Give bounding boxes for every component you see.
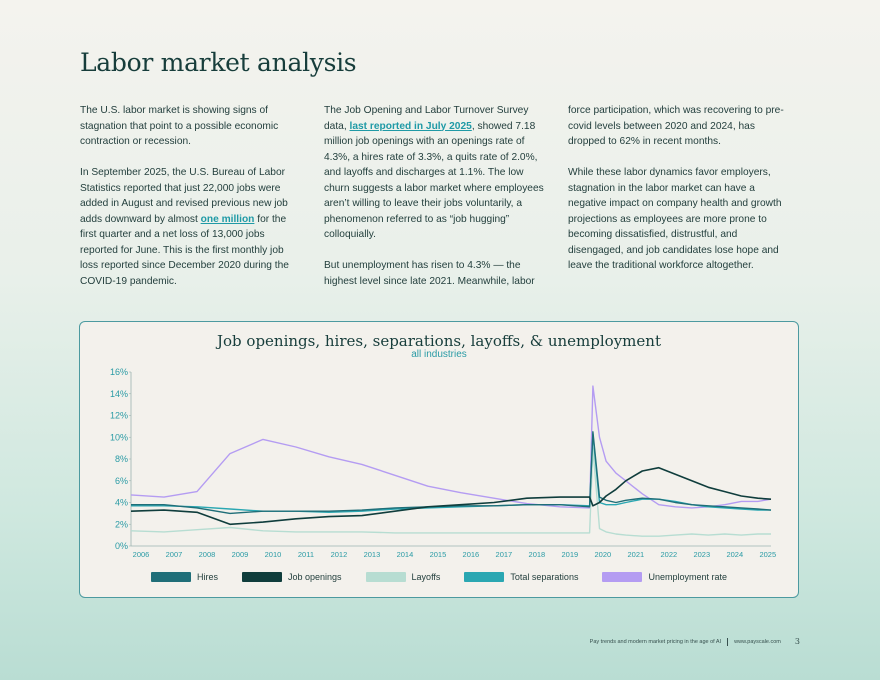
- y-tick-label: 16%: [109, 367, 128, 377]
- text-column-3: [568, 103, 792, 289]
- y-tick-label: 10%: [109, 432, 128, 443]
- x-tick-label: 2012: [330, 550, 348, 559]
- y-tick-label: 0%: [114, 541, 128, 551]
- x-tick-label: 2014: [396, 550, 414, 559]
- y-tick-label: 14%: [109, 388, 128, 399]
- legend-item: [151, 572, 218, 582]
- x-tick-label: 2020: [594, 550, 612, 559]
- legend-swatch: [151, 572, 191, 582]
- legend-item: [602, 572, 727, 582]
- paragraph: In September 2025, the U.S. Bureau of Labor Statistics reported that just 22,000 jobs were added in August and revised previous new job adds downward by almost one million for the first quarter and a net loss of 13,000 jobs reported for June. This is the first monthly job loss reported since December 2020 during the COVID-19 pandemic.: [80, 167, 289, 287]
- series-line-job-openings: [131, 468, 771, 525]
- legend-swatch: [464, 572, 504, 582]
- legend-swatch: [366, 572, 406, 582]
- legend-label: Hires: [196, 572, 218, 582]
- series-line-total-separations: [131, 434, 771, 512]
- y-tick-label: 8%: [114, 454, 128, 464]
- x-tick-label: 2008: [198, 550, 216, 559]
- page-number: 3: [794, 637, 800, 646]
- page-title: Labor market analysis: [80, 48, 357, 77]
- chart-legend: [80, 572, 798, 582]
- y-tick-label: 2%: [114, 519, 128, 530]
- line-chart: [80, 322, 798, 567]
- paragraph: The Job Opening and Labor Turnover Survey data, last reported in July 2025, showed 7.18 million job openings with an openings rate of 4.3%, a hires rate of 3.3%, a quits rate of 2.0%, and layoffs and discharges at 1.1%. The low churn suggests a labor market where employees aren’t willing to leave their jobs voluntarily, a phenomenon referred to as “job hugging” colloquially.: [324, 105, 544, 240]
- x-tick-label: 2016: [462, 550, 480, 559]
- x-tick-label: 2018: [528, 550, 546, 559]
- legend-item: [242, 572, 342, 582]
- y-tick-label: 4%: [114, 497, 128, 508]
- legend-label: Unemployment rate: [648, 572, 727, 582]
- x-tick-label: 2017: [495, 550, 513, 559]
- x-tick-label: 2024: [726, 550, 744, 559]
- one-million-link[interactable]: one million: [200, 213, 255, 225]
- legend-item: [464, 572, 578, 582]
- x-tick-label: 2023: [693, 550, 711, 559]
- x-tick-label: 2011: [297, 550, 315, 559]
- jolts-report-link[interactable]: last reported in July 2025: [349, 120, 472, 132]
- legend-label: Job openings: [288, 572, 342, 582]
- legend-label: Layoffs: [411, 572, 441, 582]
- x-tick-label: 2010: [264, 550, 282, 559]
- chart-title: Job openings, hires, separations, layoffs, & unemployment: [217, 332, 661, 350]
- x-tick-label: 2013: [363, 550, 381, 559]
- footer-text: Pay trends and modern market pricing in the age of AI: [589, 638, 722, 645]
- text-column-2: [324, 103, 548, 305]
- x-tick-label: 2022: [660, 550, 678, 559]
- paragraph: The U.S. labor market is showing signs of stagnation that point to a possible economic contraction or recession.: [80, 105, 279, 147]
- x-tick-label: 2007: [165, 550, 183, 559]
- chart-card: [79, 321, 799, 598]
- x-tick-label: 2015: [429, 550, 447, 559]
- x-tick-label: 2006: [132, 550, 150, 559]
- paragraph: But unemployment has risen to 4.3% — the highest level since late 2021. Meanwhile, labor: [324, 260, 535, 287]
- paragraph: While these labor dynamics favor employers, stagnation in the labor market can have a negative impact on company health and growth projections as employees are more prone to becoming dissatisfied, distrustful, and disengaged, and job candidates lose hope and leave the traditional workforce altogether.: [568, 167, 782, 271]
- legend-label: Total separations: [510, 572, 579, 582]
- chart-subtitle: all industries: [411, 349, 467, 360]
- x-tick-label: 2021: [627, 550, 645, 559]
- x-tick-label: 2009: [231, 550, 249, 559]
- footer-divider: [727, 638, 728, 646]
- paragraph: force participation, which was recovering to pre-covid levels between 2020 and 2024, has dropped to 62% in recent months.: [568, 105, 784, 147]
- y-tick-label: 6%: [114, 475, 128, 486]
- footer-url[interactable]: www.payscale.com: [734, 638, 781, 645]
- y-tick-label: 12%: [109, 410, 128, 421]
- series-line-unemployment-rate: [131, 386, 771, 508]
- x-tick-label: 2025: [759, 550, 777, 559]
- x-tick-label: 2019: [561, 550, 579, 559]
- text-column-1: [80, 103, 304, 305]
- page-footer: [590, 637, 800, 646]
- legend-item: [366, 572, 441, 582]
- legend-swatch: [602, 572, 642, 582]
- legend-swatch: [242, 572, 282, 582]
